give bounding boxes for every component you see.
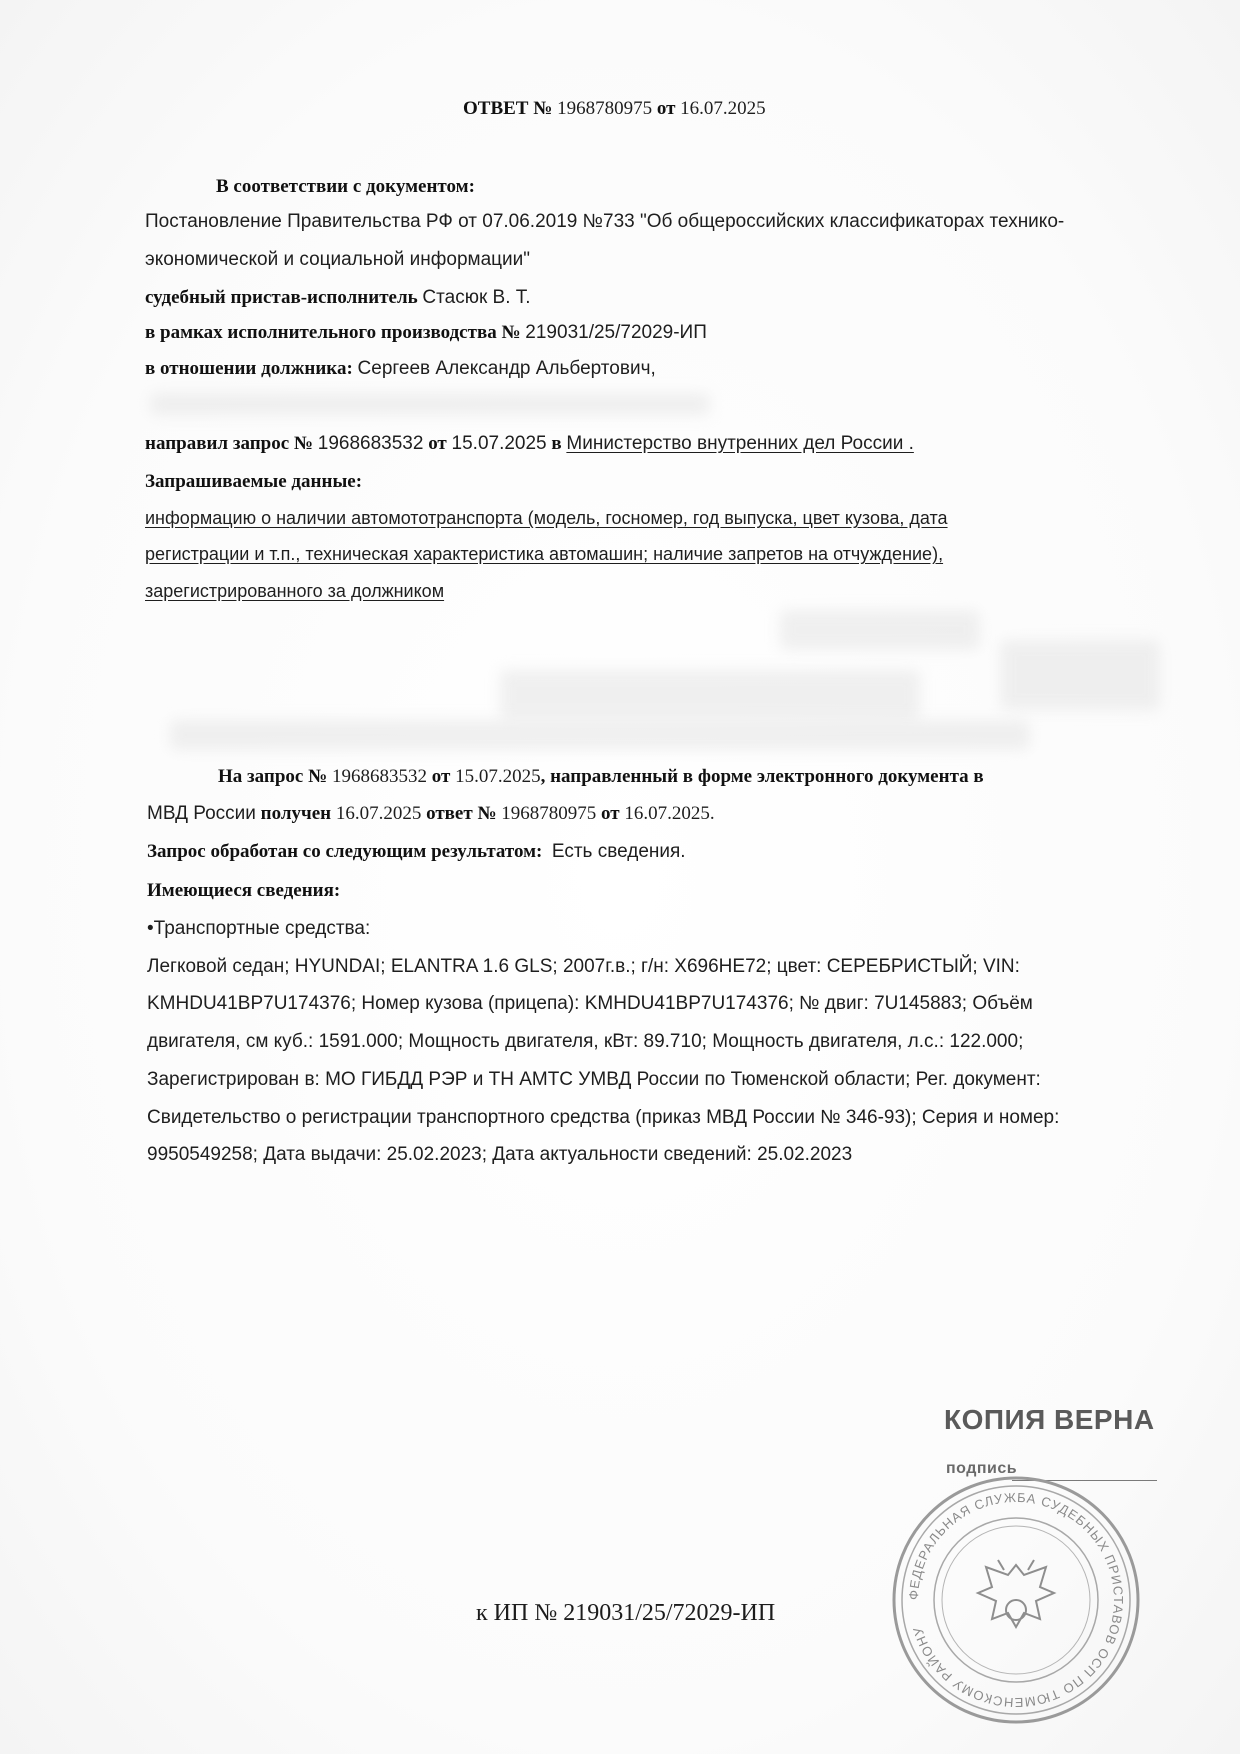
category-line: •Транспортные средства: [147,918,371,939]
vehicle-line4: Зарегистрирован в: МО ГИБДД РЭР и ТН АМТС УМВД России по Тюменской области; Рег. документ: [147,1069,1041,1090]
redacted-area [150,393,710,415]
vehicle-line5: Свидетельство о регистрации транспортного средства (приказ МВД России № 346-93); Серия и номер: [147,1107,1060,1128]
basis-document-line2: экономической и социальной информации" [145,249,531,270]
proceeding-line: в рамках исполнительного производства № 219031/25/72029-ИП [145,322,707,343]
request-line: направил запрос № 1968683532 от 15.07.2025 в Министерство внутренних дел России . [145,433,914,454]
basis-document-line1: Постановление Правительства РФ от 07.06.2019 №733 "Об общероссийских классификаторах технико- [145,211,1065,232]
copy-correct-stamp: КОПИЯ ВЕРНА [944,1404,1155,1435]
response-line1: На запрос № 1968683532 от 15.07.2025, направленный в форме электронного документа в [218,766,984,787]
requested-line1: информацию о наличии автомототранспорта (модель, госномер, год выпуска, цвет кузова, дата [145,508,948,528]
requested-line2: регистрации и т.п., техническая характеристика автомашин; наличие запретов на отчуждение), [145,544,944,564]
redacted-area [1000,640,1160,710]
basis-heading: В соответствии с документом: [216,176,475,197]
vehicle-line6: 9950549258; Дата выдачи: 25.02.2023; Дата актуальности сведений: 25.02.2023 [147,1144,853,1165]
seal-ring-text: ФЕДЕРАЛЬНАЯ СЛУЖБА СУДЕБНЫХ ПРИСТАВОВ ОСП ПО ТЮМЕНСКОМУ РАЙОНУ [905,1489,1127,1711]
debtor-line: в отношении должника: Сергеев Александр Альбертович, [145,358,656,379]
vehicle-line1: Легковой седан; HYUNDAI; ELANTRA 1.6 GLS; 2007г.в.; г/н: Х696НЕ72; цвет: СЕРЕБРИСТЫЙ; VIN: [147,956,1020,977]
vehicle-line2: KMHDU41BP7U174376; Номер кузова (прицепа): KMHDU41BP7U174376; № двиг: 7U145883; Объём [147,993,1033,1014]
response-line2: МВД России получен 16.07.2025 ответ № 1968780975 от 16.07.2025. [147,803,715,824]
redacted-area [500,670,920,720]
requested-line3: зарегистрированного за должником [145,581,445,601]
official-seal-icon [886,1470,1146,1730]
result-line: Запрос обработан со следующим результатом: Есть сведения. [147,841,686,862]
signature-label: подпись [946,1460,1018,1477]
document-title: ОТВЕТ № 1968780975 от 16.07.2025 [463,98,766,119]
redacted-area [780,610,980,650]
case-reference: к ИП № 219031/25/72029-ИП [476,1600,776,1626]
recipient-org: Министерство внутренних дел России . [566,433,914,454]
requested-heading: Запрашиваемые данные: [145,471,363,492]
bailiff-line: судебный пристав-исполнитель Стасюк В. Т. [145,287,531,308]
info-heading: Имеющиеся сведения: [147,880,341,901]
redacted-area [170,720,1030,750]
vehicle-line3: двигателя, см куб.: 1591.000; Мощность двигателя, кВт: 89.710; Мощность двигателя, л.с.: 122.000; [147,1031,1024,1052]
